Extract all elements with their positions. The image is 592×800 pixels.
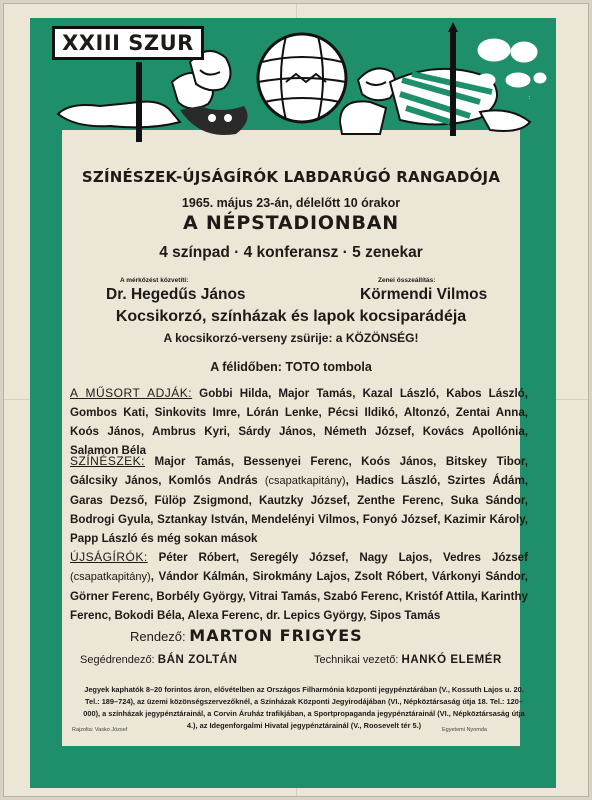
program-heading: A MŰSORT ADJÁK: — [70, 386, 193, 400]
clouds-decoration — [477, 39, 546, 87]
actors-section — [70, 452, 528, 548]
assistant-label: Segédrendező: — [80, 654, 155, 666]
journalists-heading: ÚJSÁGÍRÓK: — [70, 550, 148, 564]
journalists-captain-note: (csapatkapitány) — [70, 571, 151, 583]
illustrator-credit: Rajzolta: Vasko József — [72, 727, 128, 733]
actors-captain-note: (csapatkapitány) — [264, 475, 346, 487]
artist-mark: ‧‧ — [527, 95, 534, 100]
assistant-line — [80, 654, 238, 666]
music-label: Zenei összeállítás: — [378, 277, 436, 284]
program-performers — [70, 384, 528, 460]
green-border-bottom — [30, 746, 556, 788]
parade-line: Kocsikorzó, színházak és lapok kocsiparádéja — [115, 308, 467, 325]
series-badge: XXIII SZUR — [52, 26, 204, 60]
journalists-names-2: , Vándor Kálmán, Sirokmány Lajos, Zsolt Róbert, Várkonyi Sándor, Görner Ferenc, Borbély György, Vitrai Tamás, Szabó Ferenc, Kristóf Attila, Karinthy Ferenc, Bokodi Béla, Alexa Ferenc, dr. Lepics György, Sipos Tamás — [70, 570, 528, 622]
jury-line: A kocsikorzó-verseny zsürije: a KÖZÖNSÉG! — [163, 331, 419, 345]
tech-name: HANKÓ ELEMÉR — [401, 654, 502, 666]
ticket-info: Jegyek kaphatók 8–20 forintos áron, elővételben az Országos Filharmónia központi jegypénztárában (V., Kossuth Lajos u. 20. Tel.: 189–724), az üzemi közönségszervezőknél, a Színházak Központi Jegyirodájában (VI., Népköztársaság útja 18. Tel.: 120–000), a színházak jegypénztárainál, a Corvin Áruház trafikjában, a Sportpropaganda jegypénztárainál (VI., Népköztársaság útja 4.), az Idegenforgalmi Hivatal jegypénztárainál (V., Roosevelt tér 5.) — [83, 685, 525, 730]
printer-credit: Egyetemi Nyomda — [442, 727, 487, 733]
event-venue: A NÉPSTADIONBAN — [183, 212, 399, 234]
left-player-figure — [58, 51, 248, 142]
music-name: Körmendi Vilmos — [360, 286, 488, 303]
halftime-line: A félidőben: TOTO tombola — [210, 360, 372, 374]
actors-names-2: , Hadics László, Szirtes Ádám, Garas Dezső, Fülöp Zsigmond, Kautzky József, Zenthe Ferenc, Suka Sándor, Bodrogi Gyula, Sztankay István, Mendelényi Vilmos, Fonyó József, Kazimir Károly, Papp László és még sokan mások — [70, 474, 528, 545]
event-date: 1965. május 23-án, délelőtt 10 órakor — [181, 196, 401, 210]
assistant-name: BÁN ZOLTÁN — [157, 654, 238, 666]
commentator-name: Dr. Hegedűs János — [106, 286, 246, 303]
director-name: MARTON FRIGYES — [189, 626, 363, 645]
director-label: Rendező: — [130, 629, 186, 644]
tech-line — [314, 654, 502, 666]
tech-label: Technikai vezető: — [314, 654, 399, 666]
journalists-names-1: Péter Róbert, Seregély József, Nagy Lajos, Vedres József — [158, 551, 528, 564]
football-ball — [258, 34, 346, 122]
director-line — [130, 626, 363, 645]
actors-heading: SZÍNÉSZEK: — [70, 454, 146, 468]
right-player-figure — [340, 22, 530, 136]
journalists-section — [70, 548, 528, 625]
actors-names-1: Major Tamás, Bessenyei Ferenc, Koós János, Bitskey Tibor, Gálcsiky János, Komlós András — [70, 455, 528, 487]
event-program: 4 színpad · 4 konferansz · 5 zenekar — [159, 244, 423, 261]
event-title: SZÍNÉSZEK-ÚJSÁGÍRÓK LABDARÚGÓ RANGADÓJA — [81, 168, 501, 186]
commentator-label: A mérkőzést közvetíti: — [120, 277, 189, 284]
program-names: Gobbi Hilda, Major Tamás, Kazal László, Kabos László, Gombos Kati, Sinkovits Imre, Lórán Lenke, Pécsi Ildikó, Altonzó, Zentai Anna, Koós János, Ambrus Kyri, Sárdy János, Németh József, Kovács Apollónia, Salamon Béla — [70, 387, 528, 457]
